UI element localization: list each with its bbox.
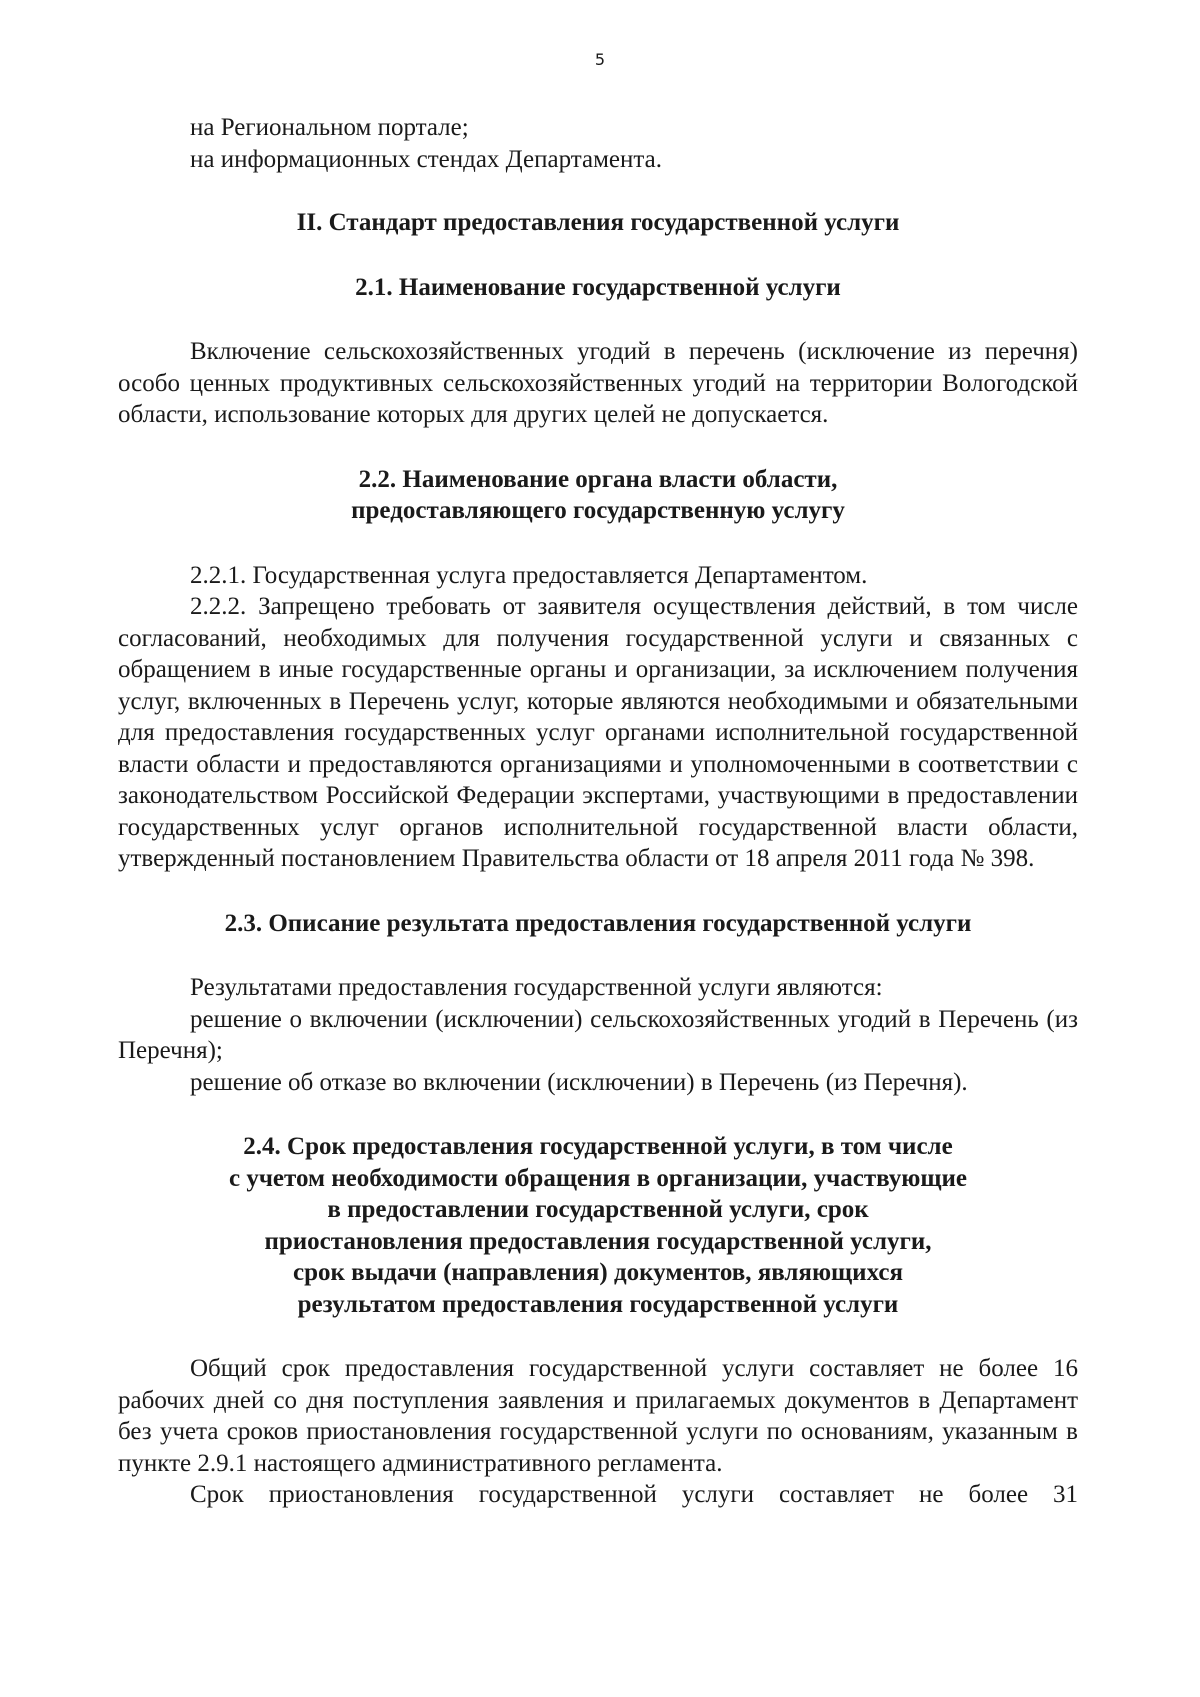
document-body bbox=[118, 112, 1078, 1511]
title-line: результатом предоставления государственной услуги bbox=[297, 1290, 899, 1318]
title-line: с учетом необходимости обращения в организации, участвующие bbox=[228, 1164, 968, 1192]
paragraph-2-4-suspension: Срок приостановления государственной услуги составляет не более 31 bbox=[190, 1481, 1078, 1508]
title-line: 2.2. Наименование органа власти области, bbox=[358, 465, 838, 493]
intro-item: на информационных стендах Департамента. bbox=[190, 145, 662, 173]
section-title: II. Стандарт предоставления государственной услуги bbox=[296, 209, 900, 236]
paragraph-2-2-2: 2.2.2. Запрещено требовать от заявителя осуществления действий, в том числе согласований, необходимых для получения государственной услуги и связанных с обращением в иные государственные органы и организации, за исключением получения услуг, включенных в Перечень услуг, которые являются необходимыми и обязательными для предоставления государственных услуг органами исполнительной государственной власти области и предоставляются организациями и уполномоченными в соответствии с законодательством Российской Федерации экспертами, участвующими в предоставлении государственных услуг органов исполнительной государственной власти области, утвержденный постановлением Правительства области от 18 апреля 2011 года № 398. bbox=[118, 593, 1078, 872]
paragraph-2-4-term: Общий срок предоставления государственной услуги составляет не более 16 рабочих дней со дня поступления заявления и прилагаемых документов в Департамент без учета сроков приостановления государственной услуги по основаниям, указанным в пункте 2.9.1 настоящего административного регламента. bbox=[118, 1355, 1078, 1477]
paragraph-2-3-result-1: решение о включении (исключении) сельскохозяйственных угодий в Перечень (из Перечня); bbox=[118, 1005, 1078, 1064]
title-line: приостановления предоставления государственной услуги, bbox=[264, 1227, 932, 1255]
subsection-2-1-text: Включение сельскохозяйственных угодий в перечень (исключение из перечня) особо ценных продуктивных сельскохозяйственных угодий на территории Вологодской области, использование которых для других целей не допускается. bbox=[118, 338, 1078, 428]
title-line: 2.4. Срок предоставления государственной услуги, в том числе bbox=[243, 1133, 953, 1160]
title-line: в предоставлении государственной услуги, срок bbox=[327, 1196, 869, 1223]
title-line: предоставляющего государственную услугу bbox=[351, 497, 845, 524]
title-line: срок выдачи (направления) документов, являющихся bbox=[293, 1259, 903, 1286]
subsection-2-4-title bbox=[118, 1131, 1078, 1320]
page-number: 5 bbox=[594, 50, 606, 69]
paragraph-2-2-1: 2.2.1. Государственная услуга предоставляется Департаментом. bbox=[190, 561, 868, 589]
subsection-2-1-title: 2.1. Наименование государственной услуги bbox=[355, 273, 841, 301]
intro-list bbox=[118, 112, 1078, 175]
paragraph-2-3-result-2: решение об отказе во включении (исключении) в Перечень (из Перечня). bbox=[190, 1068, 968, 1096]
intro-item: на Региональном портале; bbox=[190, 114, 469, 141]
subsection-2-3-title: 2.3. Описание результата предоставления государственной услуги bbox=[224, 909, 972, 937]
paragraph-2-3-intro: Результатами предоставления государственной услуги являются: bbox=[190, 974, 883, 1001]
subsection-2-2-title bbox=[118, 464, 1078, 527]
